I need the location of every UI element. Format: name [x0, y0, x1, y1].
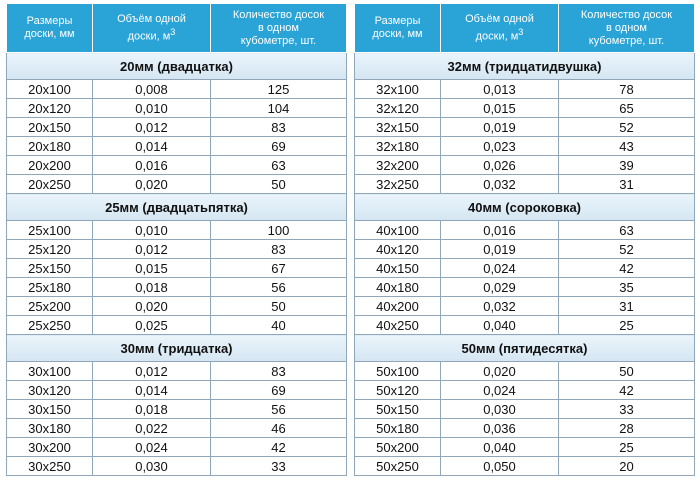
board-volume-cell: 0,016 — [441, 221, 559, 240]
header-count — [559, 4, 695, 53]
section-title: 30мм (тридцатка) — [7, 335, 347, 362]
board-size-cell: 40x100 — [355, 221, 441, 240]
boards-per-cubic-meter-cell: 65 — [559, 99, 695, 118]
board-size-cell: 32x200 — [355, 156, 441, 175]
board-size-cell: 30x120 — [7, 381, 93, 400]
boards-per-cubic-meter-cell: 31 — [559, 175, 695, 194]
boards-per-cubic-meter-cell: 50 — [211, 175, 347, 194]
section-header-row — [7, 335, 347, 362]
board-volume-cell: 0,015 — [93, 259, 211, 278]
table-row — [7, 240, 347, 259]
board-volume-cell: 0,030 — [441, 400, 559, 419]
section-header-row — [355, 194, 695, 221]
board-volume-cell: 0,030 — [93, 457, 211, 476]
left-table-header — [7, 4, 347, 53]
boards-per-cubic-meter-cell: 25 — [559, 438, 695, 457]
board-volume-cell: 0,032 — [441, 297, 559, 316]
header-count-line3: кубометре, шт. — [240, 34, 317, 47]
board-size-cell: 20x180 — [7, 137, 93, 156]
table-row — [355, 99, 695, 118]
board-size-cell: 20x150 — [7, 118, 93, 137]
boards-per-cubic-meter-cell: 42 — [559, 381, 695, 400]
board-size-cell: 50x180 — [355, 419, 441, 438]
table-row — [355, 221, 695, 240]
board-size-cell: 40x200 — [355, 297, 441, 316]
board-volume-cell: 0,014 — [93, 137, 211, 156]
board-volume-cell: 0,018 — [93, 400, 211, 419]
table-row — [7, 457, 347, 476]
table-row — [7, 362, 347, 381]
table-row — [355, 156, 695, 175]
boards-per-cubic-meter-cell: 40 — [211, 316, 347, 335]
board-size-cell: 25x200 — [7, 297, 93, 316]
boards-per-cubic-meter-cell: 56 — [211, 278, 347, 297]
boards-per-cubic-meter-cell: 83 — [211, 118, 347, 137]
header-size — [7, 4, 93, 53]
table-row — [7, 400, 347, 419]
table-row — [7, 259, 347, 278]
board-size-cell: 40x150 — [355, 259, 441, 278]
board-volume-cell: 0,014 — [93, 381, 211, 400]
board-volume-cell: 0,020 — [93, 175, 211, 194]
section-title: 25мм (двадцатьпятка) — [7, 194, 347, 221]
header-size — [355, 4, 441, 53]
board-volume-cell: 0,040 — [441, 316, 559, 335]
boards-per-cubic-meter-cell: 33 — [559, 400, 695, 419]
board-volume-cell: 0,040 — [441, 438, 559, 457]
boards-per-cubic-meter-cell: 67 — [211, 259, 347, 278]
table-row — [7, 278, 347, 297]
table-row — [355, 278, 695, 297]
board-volume-cell: 0,013 — [441, 80, 559, 99]
board-size-cell: 30x200 — [7, 438, 93, 457]
header-volume-sup: 3 — [518, 26, 524, 37]
board-volume-cell: 0,010 — [93, 221, 211, 240]
board-volume-cell: 0,026 — [441, 156, 559, 175]
section-title: 40мм (сороковка) — [355, 194, 695, 221]
board-size-cell: 40x250 — [355, 316, 441, 335]
boards-per-cubic-meter-cell: 69 — [211, 137, 347, 156]
table-row — [7, 316, 347, 335]
left-table — [6, 3, 347, 476]
board-size-cell: 20x120 — [7, 99, 93, 118]
board-size-cell: 50x120 — [355, 381, 441, 400]
table-row — [7, 137, 347, 156]
table-row — [7, 438, 347, 457]
section-title: 20мм (двадцатка) — [7, 53, 347, 80]
board-volume-cell: 0,012 — [93, 118, 211, 137]
board-size-cell: 40x180 — [355, 278, 441, 297]
boards-per-cubic-meter-cell: 25 — [559, 316, 695, 335]
header-volume-sup: 3 — [170, 26, 176, 37]
board-size-cell: 20x200 — [7, 156, 93, 175]
table-row — [355, 400, 695, 419]
section-header-row — [7, 194, 347, 221]
boards-per-cubic-meter-cell: 20 — [559, 457, 695, 476]
boards-per-cubic-meter-cell: 63 — [559, 221, 695, 240]
right-table-body — [355, 53, 695, 476]
board-volume-cell: 0,019 — [441, 240, 559, 259]
section-title: 32мм (тридцатидвушка) — [355, 53, 695, 80]
board-size-cell: 30x100 — [7, 362, 93, 381]
board-volume-cell: 0,024 — [441, 381, 559, 400]
board-volume-cell: 0,025 — [93, 316, 211, 335]
section-header-row — [355, 335, 695, 362]
boards-per-cubic-meter-cell: 42 — [211, 438, 347, 457]
board-size-cell: 20x100 — [7, 80, 93, 99]
board-volume-cell: 0,008 — [93, 80, 211, 99]
header-count-line1: Количество досок — [580, 8, 673, 21]
table-row — [355, 137, 695, 156]
boards-per-cubic-meter-cell: 42 — [559, 259, 695, 278]
board-volume-cell: 0,024 — [441, 259, 559, 278]
board-volume-cell: 0,012 — [93, 240, 211, 259]
header-volume-line1: Объём одной — [117, 12, 186, 25]
left-table-body — [7, 53, 347, 476]
board-size-cell: 50x150 — [355, 400, 441, 419]
board-size-cell: 25x120 — [7, 240, 93, 259]
table-row — [7, 156, 347, 175]
table-row — [7, 221, 347, 240]
boards-per-cubic-meter-cell: 50 — [211, 297, 347, 316]
boards-per-cubic-meter-cell: 104 — [211, 99, 347, 118]
boards-per-cubic-meter-cell: 69 — [211, 381, 347, 400]
boards-per-cubic-meter-cell: 43 — [559, 137, 695, 156]
board-volume-cell: 0,024 — [93, 438, 211, 457]
boards-per-cubic-meter-cell: 46 — [211, 419, 347, 438]
boards-per-cubic-meter-cell: 100 — [211, 221, 347, 240]
board-size-cell: 25x150 — [7, 259, 93, 278]
boards-per-cubic-meter-cell: 83 — [211, 240, 347, 259]
header-size-line1: Размеры — [374, 15, 421, 27]
table-row — [355, 259, 695, 278]
board-volume-cell: 0,029 — [441, 278, 559, 297]
header-volume-line2: доски, м — [127, 30, 171, 43]
board-volume-cell: 0,012 — [93, 362, 211, 381]
table-row — [355, 457, 695, 476]
board-volume-cell: 0,010 — [93, 99, 211, 118]
boards-per-cubic-meter-cell: 50 — [559, 362, 695, 381]
boards-per-cubic-meter-cell: 52 — [559, 240, 695, 259]
table-row — [7, 118, 347, 137]
board-size-cell: 32x150 — [355, 118, 441, 137]
board-size-cell: 30x250 — [7, 457, 93, 476]
board-volume-cell: 0,019 — [441, 118, 559, 137]
board-size-cell: 32x100 — [355, 80, 441, 99]
board-volume-cell: 0,022 — [93, 419, 211, 438]
boards-per-cubic-meter-cell: 28 — [559, 419, 695, 438]
boards-per-cubic-meter-cell: 63 — [211, 156, 347, 175]
table-row — [355, 80, 695, 99]
header-count-line2: в одном — [258, 21, 299, 34]
board-size-cell: 25x250 — [7, 316, 93, 335]
board-size-cell: 50x250 — [355, 457, 441, 476]
table-row — [355, 118, 695, 137]
board-size-cell: 20x250 — [7, 175, 93, 194]
header-volume — [441, 4, 559, 53]
boards-per-cubic-meter-cell: 39 — [559, 156, 695, 175]
board-size-cell: 50x200 — [355, 438, 441, 457]
boards-per-cubic-meter-cell: 52 — [559, 118, 695, 137]
table-row — [355, 316, 695, 335]
table-row — [355, 297, 695, 316]
header-count — [211, 4, 347, 53]
board-size-cell: 30x180 — [7, 419, 93, 438]
board-volume-cell: 0,036 — [441, 419, 559, 438]
header-size-line2: доски, мм — [372, 28, 423, 40]
header-count-line1: Количество досок — [232, 8, 325, 21]
board-volume-cell: 0,016 — [93, 156, 211, 175]
header-volume-line2: доски, м — [475, 30, 519, 43]
section-header-row — [355, 53, 695, 80]
board-size-cell: 50x100 — [355, 362, 441, 381]
boards-per-cubic-meter-cell: 31 — [559, 297, 695, 316]
table-row — [7, 80, 347, 99]
boards-per-cubic-meter-cell: 33 — [211, 457, 347, 476]
board-size-cell: 30x150 — [7, 400, 93, 419]
header-count-line2: в одном — [606, 21, 647, 34]
boards-per-cubic-meter-cell: 56 — [211, 400, 347, 419]
header-volume-line1: Объём одной — [465, 12, 534, 25]
table-row — [7, 99, 347, 118]
table-row — [7, 381, 347, 400]
table-row — [355, 419, 695, 438]
table-row — [355, 362, 695, 381]
table-row — [7, 175, 347, 194]
boards-per-cubic-meter-cell: 35 — [559, 278, 695, 297]
right-table-header — [355, 4, 695, 53]
table-row — [355, 240, 695, 259]
section-header-row — [7, 53, 347, 80]
board-volume-cell: 0,023 — [441, 137, 559, 156]
header-size-line2: доски, мм — [24, 28, 75, 40]
section-title: 50мм (пятидесятка) — [355, 335, 695, 362]
board-size-cell: 40x120 — [355, 240, 441, 259]
board-volume-cell: 0,050 — [441, 457, 559, 476]
board-size-cell: 25x100 — [7, 221, 93, 240]
board-size-cell: 32x250 — [355, 175, 441, 194]
board-size-cell: 32x120 — [355, 99, 441, 118]
boards-per-cubic-meter-cell: 83 — [211, 362, 347, 381]
boards-per-cubic-meter-cell: 125 — [211, 80, 347, 99]
header-count-line3: кубометре, шт. — [588, 34, 665, 47]
table-row — [355, 175, 695, 194]
header-volume — [93, 4, 211, 53]
board-volume-cell: 0,015 — [441, 99, 559, 118]
board-size-cell: 32x180 — [355, 137, 441, 156]
header-size-line1: Размеры — [26, 15, 73, 27]
board-volume-cell: 0,020 — [93, 297, 211, 316]
board-volume-cell: 0,018 — [93, 278, 211, 297]
table-row — [7, 419, 347, 438]
table-row — [355, 438, 695, 457]
board-volume-cell: 0,020 — [441, 362, 559, 381]
table-row — [355, 381, 695, 400]
table-row — [7, 297, 347, 316]
board-size-cell: 25x180 — [7, 278, 93, 297]
board-volume-cell: 0,032 — [441, 175, 559, 194]
right-table — [354, 3, 695, 476]
boards-per-cubic-meter-cell: 78 — [559, 80, 695, 99]
